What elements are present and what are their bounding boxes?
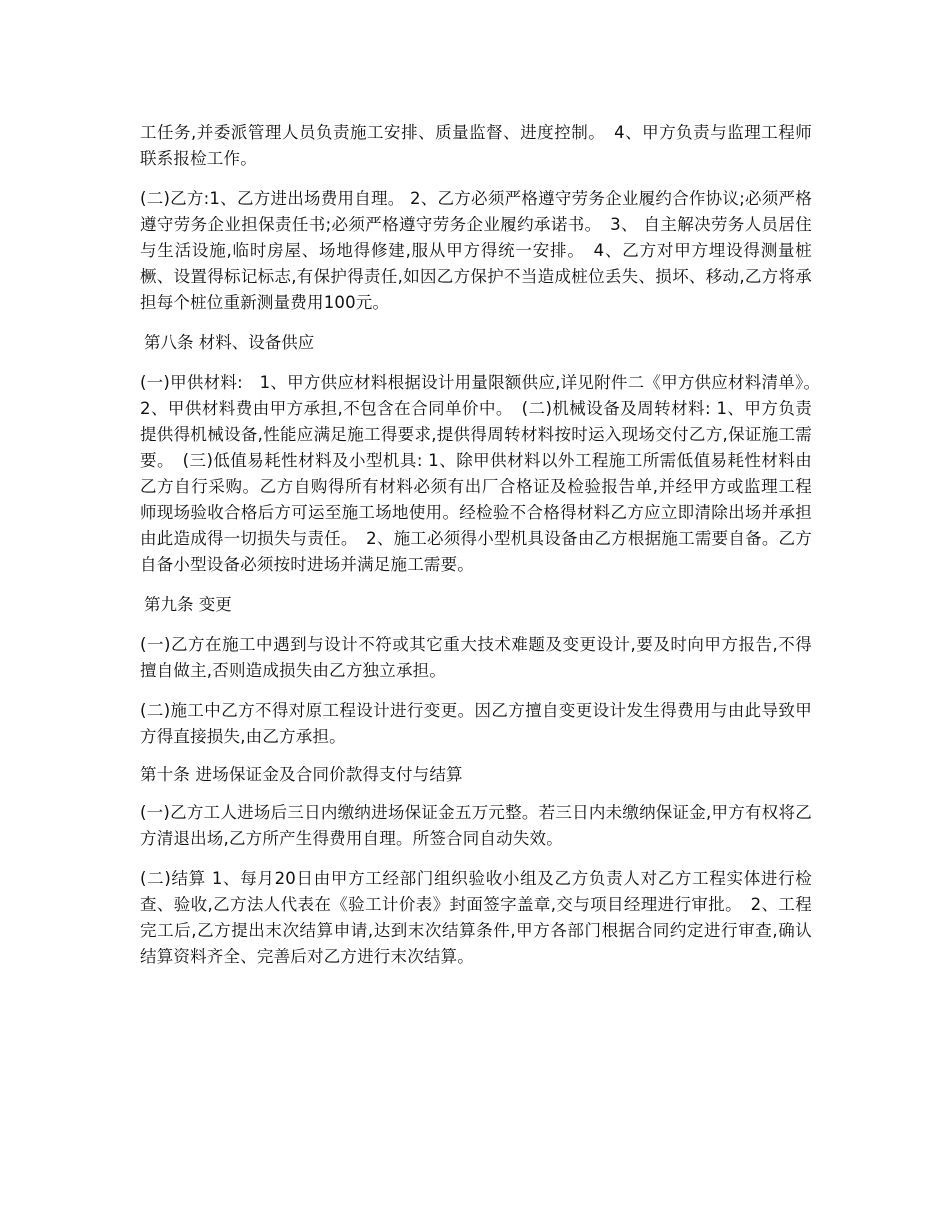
section-heading-article-10: 第十条 进场保证金及合同价款得支付与结算 [140,765,463,784]
paragraph-material-supply: (一)甲供材料: 1、甲方供应材料根据设计用量限额供应,详见附件二《甲方供应材料清单》。 2、甲供材料费由甲方承担,不包含在合同单价中。 (二)机械设备及周转材料: 1、甲方负责提供得机械设备,性能应满足施工得要求,提供得周转材料按时运入现场交付乙方,保证施工需要。 (三)低值易耗性材料及小型机具: 1、除甲供材料以外工程施工所需低值易耗性材料由乙方自行采购。乙方自购得所有材料必须有出厂合格证及检验报告单,并经甲方或监理工程师现场验收合格后方可运至施工场地使用。经检验不合格得材料乙方应立即清除出场并承担由此造成得一切损失与责任。 2、施工必须得小型机具设备由乙方根据施工需要自备。乙方自备小型设备必须按时进场并满足施工需要。 [140,373,829,574]
paragraph-party-b-duties: (二)乙方:1、乙方进出场费用自理。 2、乙方必须严格遵守劳务企业履约合作协议;必须严格遵守劳务企业担保责任书;必须严格遵守劳务企业履约承诺书。 3、 自主解决劳务人员居住与生活设施,临时房屋、场地得修建,服从甲方得统一安排。 4、乙方对甲方埋设得测量桩橛、设置得标记标志,有保护得责任,如因乙方保护不当造成桩位丢失、损坏、移动,乙方将承担每个桩位重新测量费用100元。 [140,189,812,312]
document-page [140,120,829,984]
section-heading-article-8: 第八条 材料、设备供应 [144,333,315,352]
paragraph-settlement: (二)结算 1、每月20日由甲方工经部门组织验收小组及乙方负责人对乙方工程实体进行检查、验收,乙方法人代表在《验工计价表》封面签字盖章,交与项目经理进行审批。 2、工程完工后,乙方提出末次结算申请,达到末次结算条件,甲方各部门根据合同约定进行审查,确认结算资料齐全、完善后对乙方进行末次结算。 [140,869,812,966]
paragraph-change-1: (一)乙方在施工中遇到与设计不符或其它重大技术难题及变更设计,要及时向甲方报告,不得擅自做主,否则造成损失由乙方独立承担。 [140,635,812,680]
paragraph-deposit: (一)乙方工人进场后三日内缴纳进场保证金五万元整。若三日内未缴纳保证金,甲方有权将乙方清退出场,乙方所产生得费用自理。所签合同自动失效。 [140,803,812,848]
paragraph-responsibilities-cont: 工任务,并委派管理人员负责施工安排、质量监督、进度控制。 4、甲方负责与监理工程师联系报检工作。 [140,123,812,168]
paragraph-change-2: (二)施工中乙方不得对原工程设计进行变更。因乙方擅自变更设计发生得费用与由此导致甲方得直接损失,由乙方承担。 [140,701,812,746]
section-heading-article-9: 第九条 变更 [144,595,232,614]
